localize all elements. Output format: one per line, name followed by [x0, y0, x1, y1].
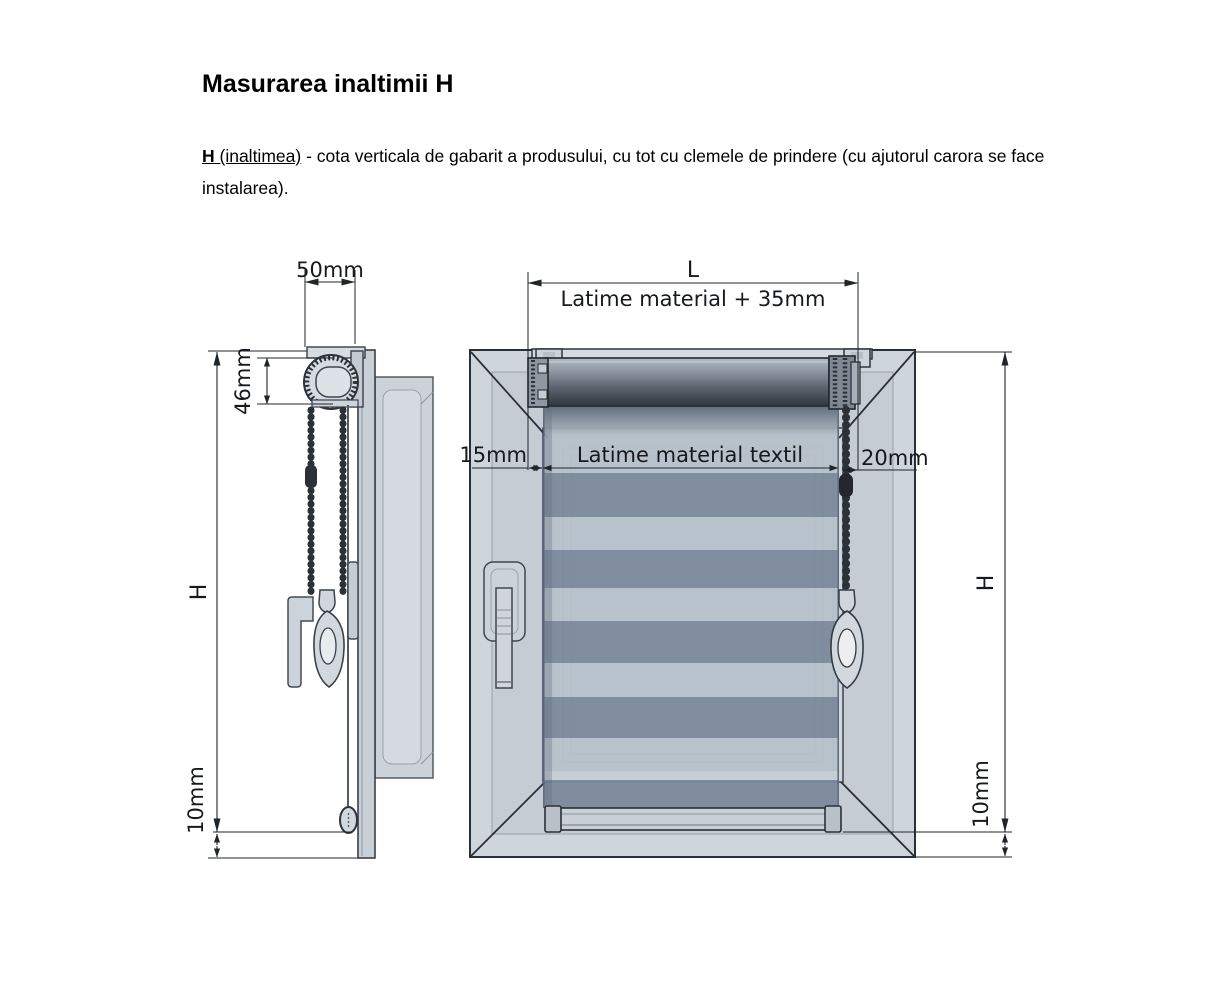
front-chain-joint [839, 474, 853, 497]
side-dim-46mm: 46mm [231, 347, 255, 415]
page-title: Masurarea inaltimii H [202, 70, 454, 98]
front-roller-tube [545, 358, 829, 406]
side-window-sash [375, 377, 433, 778]
side-dim-10mm: 10mm [184, 766, 208, 834]
side-bottom-bar [340, 807, 357, 833]
front-bottom-bar [545, 806, 841, 832]
side-chain-tassel [314, 590, 344, 687]
definition-term-bold: H [202, 146, 215, 166]
front-view [459, 258, 1012, 857]
definition-term-rest: (inaltimea) [214, 146, 302, 166]
front-dim-l: L [686, 258, 700, 283]
side-dim-50mm: 50mm [296, 258, 364, 282]
front-dim-10mm: 10mm [969, 760, 993, 828]
side-frame-board [358, 350, 375, 858]
front-dim-width-note: Latime material + 35mm [560, 287, 826, 311]
front-chain-drive-right [829, 356, 860, 409]
side-chain [305, 410, 343, 592]
side-chain-joint [305, 465, 317, 488]
front-end-cap-left [528, 358, 548, 407]
side-control-housing [304, 355, 358, 409]
front-dim-h: H [974, 574, 999, 592]
definition-text: - cota verticala de gabarit a produsului, cu tot cu clemele de prindere (cu ajutorul carora se face instalarea). [202, 146, 1045, 198]
front-dim-15mm: 15mm [459, 443, 527, 467]
side-view [184, 258, 433, 858]
front-dim-fabric-width: Latime material textil [576, 443, 804, 467]
side-dim-h: H [187, 583, 212, 601]
front-dim-20mm: 20mm [861, 446, 929, 470]
